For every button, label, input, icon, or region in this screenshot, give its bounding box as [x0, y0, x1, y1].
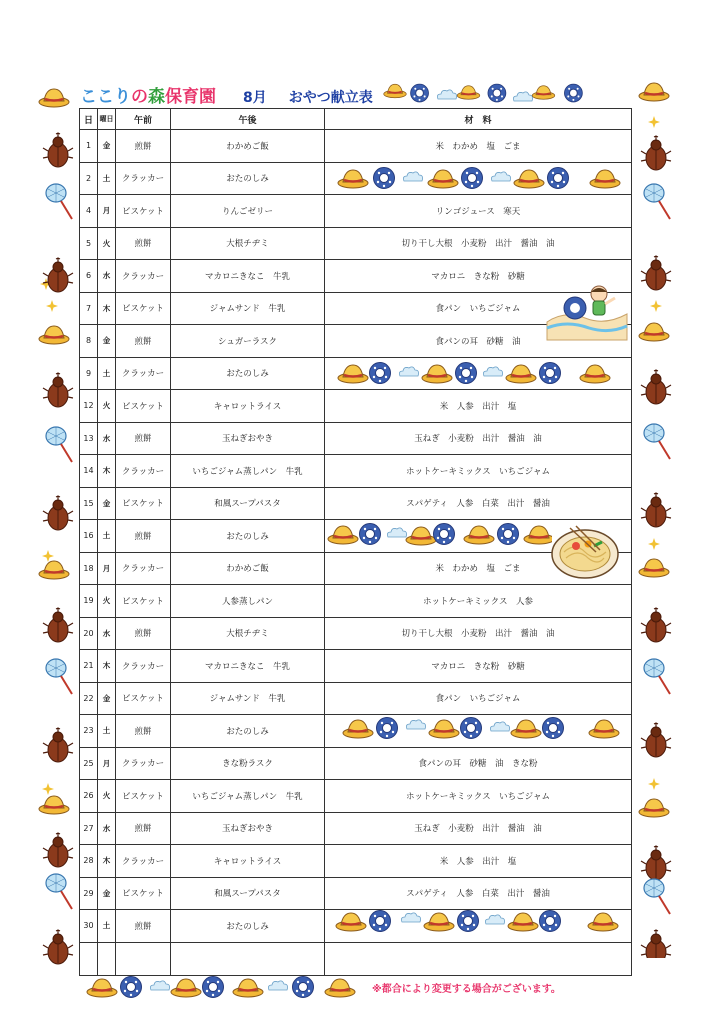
- hat-icon: [328, 526, 358, 544]
- beetle-icon: [43, 930, 73, 964]
- day-cell: 26: [80, 780, 98, 813]
- table-row: [80, 227, 632, 260]
- ingredients-cell: スパゲティ 人参 白菜 出汁 醤油: [325, 487, 632, 520]
- hat-icon: [338, 365, 368, 383]
- beetle-icon: [43, 496, 73, 530]
- day-cell: 23: [80, 715, 98, 748]
- ingredients-cell: 切り干し大根 小麦粉 出汁 醤油 油: [325, 227, 632, 260]
- ingredients-cell: 米 人参 出汁 塩: [325, 845, 632, 878]
- day-cell: 13: [80, 422, 98, 455]
- ingredients-cell: 切り干し大根 小麦粉 出汁 醤油 油: [325, 617, 632, 650]
- ingredients-cell: 玉ねぎ 小麦粉 出汁 醤油 油: [325, 812, 632, 845]
- ingredients-cell: マカロニ きな粉 砂糖: [325, 260, 632, 293]
- swim-ring-icon: [434, 524, 455, 545]
- day-cell: 6: [80, 260, 98, 293]
- morning-snack-cell: 煎餅: [116, 422, 171, 455]
- day-cell: 7: [80, 292, 98, 325]
- hat-icon: [325, 979, 355, 997]
- cloud-icon: [437, 90, 456, 99]
- morning-snack-cell: ビスケット: [116, 780, 171, 813]
- day-cell: 2: [80, 162, 98, 195]
- swim-ring-icon: [540, 911, 561, 932]
- beetle-icon: [641, 370, 671, 404]
- beetle-icon: [641, 608, 671, 642]
- cloud-icon: [513, 92, 532, 101]
- day-cell: 18: [80, 552, 98, 585]
- beetle-icon: [43, 133, 73, 167]
- swim-ring-icon: [564, 84, 582, 102]
- afternoon-snack-cell: キャロットライス: [171, 845, 325, 878]
- table-row: [80, 552, 632, 585]
- cloud-icon: [387, 528, 406, 537]
- swim-ring-icon: [374, 168, 395, 189]
- afternoon-snack-cell: りんごゼリー: [171, 195, 325, 228]
- swim-ring-icon: [293, 977, 314, 998]
- table-row: [80, 747, 632, 780]
- hat-icon: [39, 89, 69, 107]
- hat-icon: [580, 365, 610, 383]
- weekday-cell: 土: [98, 357, 116, 390]
- weekday-cell: 水: [98, 260, 116, 293]
- afternoon-snack-cell: 玉ねぎおやき: [171, 812, 325, 845]
- afternoon-snack-cell: おたのしみ: [171, 162, 325, 195]
- row-decoration-16: [327, 522, 552, 548]
- hat-icon: [532, 86, 555, 100]
- table-row: [80, 877, 632, 910]
- hat-icon: [39, 326, 69, 344]
- hat-icon: [506, 365, 536, 383]
- table-row: [80, 130, 632, 163]
- morning-snack-cell: クラッカー: [116, 650, 171, 683]
- ingredients-cell: スパゲティ 人参 白菜 出汁 醤油: [325, 877, 632, 910]
- morning-snack-cell: クラッカー: [116, 162, 171, 195]
- day-cell: 27: [80, 812, 98, 845]
- weekday-cell: 金: [98, 877, 116, 910]
- insect-net-icon: [46, 659, 72, 694]
- weekday-cell: 月: [98, 195, 116, 228]
- swim-ring-icon: [488, 84, 506, 102]
- morning-snack-cell: クラッカー: [116, 552, 171, 585]
- weekday-cell: 水: [98, 812, 116, 845]
- afternoon-snack-cell: シュガーラスク: [171, 325, 325, 358]
- empty-cell: [80, 942, 98, 975]
- afternoon-snack-cell: ジャムサンド 牛乳: [171, 682, 325, 715]
- weekday-cell: 木: [98, 292, 116, 325]
- month-label: 8月: [243, 90, 267, 106]
- col-header-day: 日: [80, 109, 98, 130]
- morning-snack-cell: 煎餅: [116, 130, 171, 163]
- insect-net-icon: [644, 879, 670, 914]
- day-cell: 16: [80, 520, 98, 553]
- table-row: [80, 780, 632, 813]
- top-decoration-strip: [383, 82, 623, 108]
- weekday-cell: 木: [98, 845, 116, 878]
- table-row: [80, 812, 632, 845]
- ingredients-cell: 食パンの耳 砂糖 油 きな粉: [325, 747, 632, 780]
- weekday-cell: 火: [98, 390, 116, 423]
- sparkle-icon: [46, 300, 58, 312]
- day-cell: 15: [80, 487, 98, 520]
- beetle-icon: [43, 373, 73, 407]
- hat-icon: [343, 720, 373, 738]
- day-cell: 1: [80, 130, 98, 163]
- row-decoration-9: [337, 361, 622, 387]
- beetle-icon: [641, 930, 671, 958]
- morning-snack-cell: クラッカー: [116, 357, 171, 390]
- afternoon-snack-cell: いちごジャム蒸しパン 牛乳: [171, 455, 325, 488]
- beetle-icon: [641, 136, 671, 170]
- hat-icon: [588, 913, 618, 931]
- change-notice: ※都合により変更する場合がございます。: [372, 984, 561, 995]
- day-cell: 14: [80, 455, 98, 488]
- weekday-cell: 火: [98, 780, 116, 813]
- col-header-ingredients: 材 料: [325, 109, 632, 130]
- beetle-icon: [43, 833, 73, 867]
- cloud-icon: [268, 981, 287, 990]
- ingredients-cell: リンゴジュース 寒天: [325, 195, 632, 228]
- table-row: [80, 390, 632, 423]
- swim-ring-icon: [543, 718, 564, 739]
- table-row: [80, 195, 632, 228]
- left-border-decoration: [36, 78, 80, 978]
- hat-icon: [406, 527, 436, 545]
- weekday-cell: 火: [98, 585, 116, 618]
- weekday-cell: 火: [98, 227, 116, 260]
- ingredients-cell: マカロニ きな粉 砂糖: [325, 650, 632, 683]
- hat-icon: [87, 979, 117, 997]
- weekday-cell: 水: [98, 617, 116, 650]
- afternoon-snack-cell: 大根チヂミ: [171, 227, 325, 260]
- hat-icon: [338, 170, 368, 188]
- day-cell: 12: [80, 390, 98, 423]
- morning-snack-cell: ビスケット: [116, 487, 171, 520]
- nursery-logo: ここりの森保育園: [80, 87, 216, 107]
- swim-ring-icon: [203, 977, 224, 998]
- insect-net-icon: [46, 874, 72, 909]
- empty-cell: [171, 942, 325, 975]
- hat-icon: [511, 720, 541, 738]
- hat-icon: [39, 561, 69, 579]
- ingredients-cell: 米 わかめ 塩 ごま: [325, 552, 632, 585]
- day-cell: 22: [80, 682, 98, 715]
- afternoon-snack-cell: わかめご飯: [171, 130, 325, 163]
- morning-snack-cell: クラッカー: [116, 747, 171, 780]
- afternoon-snack-cell: おたのしみ: [171, 520, 325, 553]
- morning-snack-cell: 煎餅: [116, 812, 171, 845]
- hat-icon: [514, 170, 544, 188]
- weekday-cell: 金: [98, 325, 116, 358]
- hat-icon: [428, 170, 458, 188]
- insect-net-icon: [46, 427, 72, 462]
- hat-icon: [39, 796, 69, 814]
- weekday-cell: 土: [98, 715, 116, 748]
- col-header-weekday: 曜日: [98, 109, 116, 130]
- day-cell: 8: [80, 325, 98, 358]
- hat-icon: [639, 799, 669, 817]
- hat-icon: [639, 559, 669, 577]
- swim-ring-icon: [360, 524, 381, 545]
- sparkle-icon: [648, 116, 660, 128]
- afternoon-snack-cell: マカロニきなこ 牛乳: [171, 650, 325, 683]
- morning-snack-cell: ビスケット: [116, 292, 171, 325]
- hat-icon: [424, 913, 454, 931]
- table-row: [80, 487, 632, 520]
- day-cell: 21: [80, 650, 98, 683]
- weekday-cell: 金: [98, 682, 116, 715]
- menu-title: おやつ献立表: [288, 90, 373, 106]
- right-border-decoration: [634, 78, 678, 958]
- table-row: [80, 455, 632, 488]
- cloud-icon: [399, 367, 418, 376]
- weekday-cell: 月: [98, 747, 116, 780]
- swim-ring-icon: [540, 363, 561, 384]
- morning-snack-cell: ビスケット: [116, 682, 171, 715]
- day-cell: 9: [80, 357, 98, 390]
- noodle-bowl-illustration: [550, 522, 620, 580]
- swim-ring-icon: [548, 168, 569, 189]
- insect-net-icon: [644, 184, 670, 219]
- table-row: [80, 650, 632, 683]
- weekday-cell: 月: [98, 552, 116, 585]
- afternoon-snack-cell: ジャムサンド 牛乳: [171, 292, 325, 325]
- empty-cell: [98, 942, 116, 975]
- swim-ring-icon: [377, 718, 398, 739]
- morning-snack-cell: ビスケット: [116, 585, 171, 618]
- ingredients-cell: 玉ねぎ 小麦粉 出汁 醤油 油: [325, 422, 632, 455]
- day-cell: 25: [80, 747, 98, 780]
- sparkle-icon: [648, 778, 660, 790]
- morning-snack-cell: 煎餅: [116, 910, 171, 943]
- hat-icon: [336, 913, 366, 931]
- weekday-cell: 水: [98, 422, 116, 455]
- empty-cell: [116, 942, 171, 975]
- table-header-row: [80, 109, 632, 130]
- hat-icon: [639, 83, 669, 101]
- page-title: [243, 87, 373, 107]
- row-decoration-23: [342, 716, 627, 742]
- weekday-cell: 金: [98, 487, 116, 520]
- morning-snack-cell: 煎餅: [116, 715, 171, 748]
- col-header-morning: 午前: [116, 109, 171, 130]
- ingredients-cell: ホットケーキミックス 人参: [325, 585, 632, 618]
- morning-snack-cell: 煎餅: [116, 617, 171, 650]
- table-row: [80, 682, 632, 715]
- afternoon-snack-cell: マカロニきなこ 牛乳: [171, 260, 325, 293]
- row-decoration-30: [335, 909, 625, 935]
- table-row-empty: [80, 942, 632, 975]
- weekday-cell: 土: [98, 162, 116, 195]
- insect-net-icon: [644, 424, 670, 459]
- beetle-icon: [43, 728, 73, 762]
- morning-snack-cell: ビスケット: [116, 390, 171, 423]
- swim-ring-icon: [370, 911, 391, 932]
- hat-icon: [422, 365, 452, 383]
- afternoon-snack-cell: キャロットライス: [171, 390, 325, 423]
- ingredients-cell: 食パン いちごジャム: [325, 292, 632, 325]
- afternoon-snack-cell: わかめご飯: [171, 552, 325, 585]
- row-decoration-2: [337, 166, 622, 192]
- cloud-icon: [406, 720, 425, 729]
- morning-snack-cell: ビスケット: [116, 195, 171, 228]
- empty-cell: [325, 942, 632, 975]
- afternoon-snack-cell: 大根チヂミ: [171, 617, 325, 650]
- beetle-icon: [43, 258, 73, 292]
- day-cell: 19: [80, 585, 98, 618]
- cloud-icon: [483, 367, 502, 376]
- hat-icon: [639, 323, 669, 341]
- beetle-icon: [641, 846, 671, 880]
- weekday-cell: 土: [98, 520, 116, 553]
- ingredients-cell: ホットケーキミックス いちごジャム: [325, 780, 632, 813]
- sparkle-icon: [650, 300, 662, 312]
- cloud-icon: [490, 722, 509, 731]
- day-cell: 4: [80, 195, 98, 228]
- morning-snack-cell: 煎餅: [116, 325, 171, 358]
- afternoon-snack-cell: 人参蒸しパン: [171, 585, 325, 618]
- day-cell: 29: [80, 877, 98, 910]
- weekday-cell: 木: [98, 650, 116, 683]
- hat-icon: [233, 979, 263, 997]
- afternoon-snack-cell: 和風スープパスタ: [171, 877, 325, 910]
- hat-icon: [589, 720, 619, 738]
- afternoon-snack-cell: おたのしみ: [171, 715, 325, 748]
- swim-ring-icon: [411, 84, 429, 102]
- swim-ring-icon: [370, 363, 391, 384]
- beetle-icon: [641, 493, 671, 527]
- morning-snack-cell: 煎餅: [116, 520, 171, 553]
- beetle-icon: [43, 608, 73, 642]
- weekday-cell: 土: [98, 910, 116, 943]
- ingredients-cell: 米 人参 出汁 塩: [325, 390, 632, 423]
- col-header-afternoon: 午後: [171, 109, 325, 130]
- swim-ring-icon: [498, 524, 519, 545]
- child-swimming-illustration: [545, 282, 630, 342]
- afternoon-snack-cell: おたのしみ: [171, 910, 325, 943]
- cloud-icon: [403, 172, 422, 181]
- hat-icon: [524, 526, 552, 544]
- swim-ring-icon: [462, 168, 483, 189]
- swim-ring-icon: [456, 363, 477, 384]
- afternoon-snack-cell: おたのしみ: [171, 357, 325, 390]
- day-cell: 30: [80, 910, 98, 943]
- weekday-cell: 金: [98, 130, 116, 163]
- morning-snack-cell: クラッカー: [116, 845, 171, 878]
- beetle-icon: [641, 256, 671, 290]
- hat-icon: [429, 720, 459, 738]
- bottom-decoration-strip: [86, 974, 366, 1002]
- sparkle-icon: [42, 550, 54, 562]
- swim-ring-icon: [121, 977, 142, 998]
- table-row: [80, 845, 632, 878]
- swim-ring-icon: [458, 911, 479, 932]
- afternoon-snack-cell: きな粉ラスク: [171, 747, 325, 780]
- hat-icon: [590, 170, 620, 188]
- insect-net-icon: [46, 184, 72, 219]
- afternoon-snack-cell: 和風スープパスタ: [171, 487, 325, 520]
- cloud-icon: [401, 913, 420, 922]
- cloud-icon: [150, 981, 169, 990]
- ingredients-cell: 食パン いちごジャム: [325, 682, 632, 715]
- table-row: [80, 585, 632, 618]
- morning-snack-cell: クラッカー: [116, 455, 171, 488]
- cloud-icon: [491, 172, 510, 181]
- table-row: [80, 422, 632, 455]
- weekday-cell: 木: [98, 455, 116, 488]
- hat-icon: [384, 84, 407, 98]
- morning-snack-cell: ビスケット: [116, 877, 171, 910]
- afternoon-snack-cell: いちごジャム蒸しパン 牛乳: [171, 780, 325, 813]
- ingredients-cell: ホットケーキミックス いちごジャム: [325, 455, 632, 488]
- day-cell: 20: [80, 617, 98, 650]
- hat-icon: [464, 526, 494, 544]
- morning-snack-cell: 煎餅: [116, 227, 171, 260]
- cloud-icon: [485, 915, 504, 924]
- insect-net-icon: [644, 659, 670, 694]
- hat-icon: [508, 913, 538, 931]
- morning-snack-cell: クラッカー: [116, 260, 171, 293]
- beetle-icon: [641, 723, 671, 757]
- sparkle-icon: [648, 538, 660, 550]
- hat-icon: [171, 979, 201, 997]
- ingredients-cell: 食パンの耳 砂糖 油: [325, 325, 632, 358]
- swim-ring-icon: [461, 718, 482, 739]
- hat-icon: [457, 86, 480, 100]
- day-cell: 28: [80, 845, 98, 878]
- day-cell: 5: [80, 227, 98, 260]
- table-row: [80, 617, 632, 650]
- ingredients-cell: 米 わかめ 塩 ごま: [325, 130, 632, 163]
- afternoon-snack-cell: 玉ねぎおやき: [171, 422, 325, 455]
- sparkle-icon: [42, 783, 54, 795]
